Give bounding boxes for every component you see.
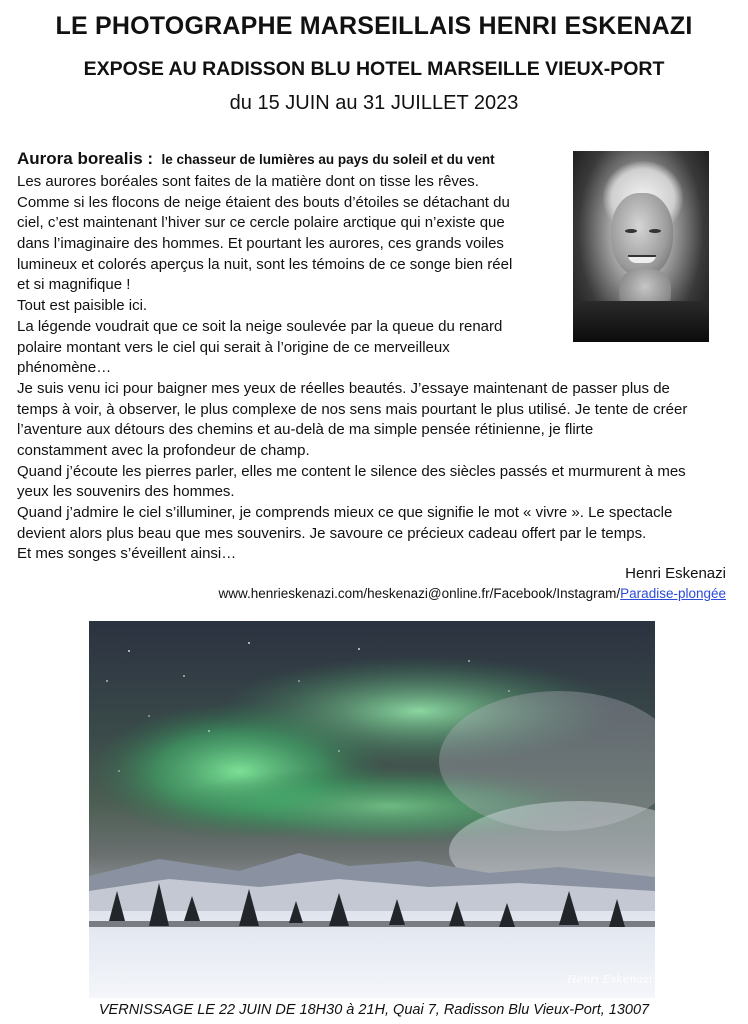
article-line: Les aurores boréales sont faites de la matière dont on tisse les rêves. [17, 173, 479, 190]
poster-title: LE PHOTOGRAPHE MARSEILLAIS HENRI ESKENAZI [55, 12, 693, 40]
article-line: Comme si les flocons de neige étaient des bouts d’étoiles se détachant du [17, 193, 510, 211]
article-line: yeux les souvenirs des hommes. [17, 483, 235, 501]
article-body [17, 172, 687, 565]
article-title: Aurora borealis : [17, 149, 154, 168]
article-subtitle: le chasseur de lumières au pays du soleil et du vent [161, 152, 495, 167]
article-line: lumineux et colorés aperçus la nuit, sont les témoins de ce songe bien réel [17, 255, 513, 273]
article-line: Tout est paisible ici. [17, 297, 148, 315]
exhibition-dates: du 15 JUIN au 31 JUILLET 2023 [229, 92, 519, 114]
article-line: La légende voudrait que ce soit la neige soulevée par la queue du renard [17, 317, 503, 335]
poster-subtitle: EXPOSE AU RADISSON BLU HOTEL MARSEILLE VIEUX-PORT [83, 58, 665, 80]
article-line: temps à voir, à observer, le plus complexe de nos sens mais pourtant le plus utilisé. Je tente de créer [17, 400, 688, 418]
contact-text: www.henrieskenazi.com/heskenazi@online.fr/Facebook/Instagram/ [218, 586, 621, 601]
article-line: dans l’imaginaire des hommes. Et pourtant les aurores, ces grands voiles [17, 235, 504, 253]
article-line: l’aventure aux détours des chemins et au-delà de ma simple pensée rétinienne, je flirte [17, 421, 594, 439]
paradise-plongee-link[interactable]: Paradise-plongée [620, 586, 726, 601]
aurora-scene [89, 621, 655, 998]
aurora-photo [89, 621, 655, 998]
article-line: polaire montant vers le ciel qui serait à l’origine de ce merveilleux [17, 338, 450, 356]
vernissage-info: VERNISSAGE LE 22 JUIN DE 18H30 à 21H, Quai 7, Radisson Blu Vieux-Port, 13007 [98, 1002, 650, 1018]
article-line: phénomène… [17, 359, 112, 377]
article-line: et si magnifique ! [17, 276, 131, 294]
article-line: Je suis venu ici pour baigner mes yeux de réelles beautés. J’essaye maintenant de passer plus de [17, 379, 670, 397]
article-line: Quand j’écoute les pierres parler, elles me content le silence des siècles passés et murmurent à mes [17, 462, 686, 480]
article-heading [17, 149, 495, 169]
photo-watermark: Henri Eskenazi [567, 973, 653, 986]
author-signature: Henri Eskenazi [625, 565, 726, 582]
article-line: devient alors plus beau que mes souvenirs. Je savoure ce précieux cadeau offert par le temps. [17, 524, 647, 542]
article-line: Et mes songes s’éveillent ainsi… [17, 545, 237, 563]
contact-line [219, 586, 726, 601]
article-line: ciel, c’est maintenant l’hiver sur ce cercle polaire arctique qui n’existe que [17, 214, 505, 232]
article-line: constamment avec la profondeur de champ. [17, 441, 310, 459]
article-line: Quand j’admire le ciel s’illuminer, je comprends mieux ce que signifie le mot « vivre ». Le spectacle [17, 504, 673, 521]
